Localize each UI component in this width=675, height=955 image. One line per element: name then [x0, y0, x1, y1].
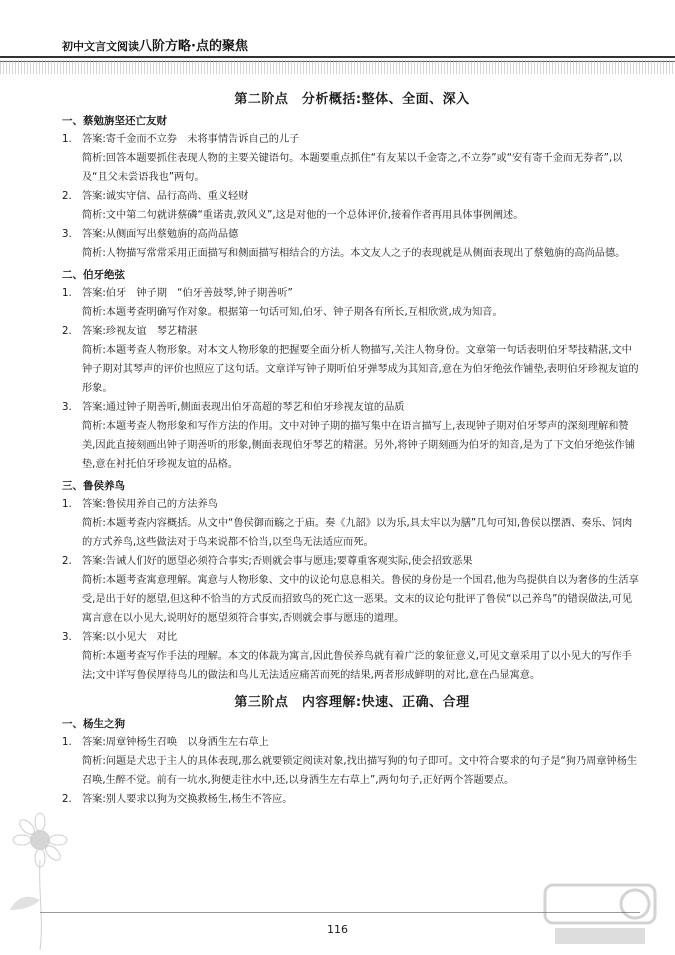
- header-subtitle: 点的聚焦: [195, 39, 248, 54]
- question-item: [62, 733, 642, 790]
- analysis-text: 简析:本题考查人物形象。对本文人物形象的把握要全面分析人物描写,关注人物身份。文章第一句话表明伯牙琴技精湛,文中钟子期对其琴声的评价也照应了这句话。文章详写钟子期听伯牙弹琴成为其知音,意在为伯牙绝弦作铺垫,表明伯牙珍视友谊的形象。: [82, 345, 639, 394]
- analysis-row: [62, 752, 642, 790]
- page-number: 116: [327, 923, 348, 936]
- page-content: [62, 88, 642, 809]
- answer-text: 答案:周章钟杨生召唤 以身洒生左右草上: [82, 737, 269, 748]
- answer-text: 答案:别人要求以狗为交换救杨生,杨生不答应。: [82, 794, 293, 805]
- answer-text: 答案:通过钟子期善听,侧面表现出伯牙高超的琴艺和伯牙珍视友谊的品质: [82, 402, 405, 413]
- stage-three-body: [62, 716, 642, 809]
- analysis-text: 简析:本题考查内容概括。从文中“鲁侯御而觞之于庙。奏《九韶》以为乐,具太牢以为膳”几句可知,鲁侯以摆酒、奏乐、饲肉的方式养鸟,这些做法对于鸟来说都不恰当,以至鸟无法适应而死。: [82, 518, 633, 548]
- answer-text: 答案:以小见大 对比: [82, 632, 178, 643]
- question-number: 2.: [62, 326, 72, 337]
- answer-row: [62, 733, 642, 752]
- question-item: [62, 790, 642, 809]
- question-number: 1.: [62, 288, 72, 299]
- watermark-logo-icon: [540, 880, 660, 950]
- question-item: [62, 322, 642, 398]
- question-number: 1.: [62, 134, 72, 145]
- question-item: [62, 495, 642, 552]
- analysis-text: 简析:本题考查寓意理解。寓意与人物形象、文中的议论句息息相关。鲁侯的身份是一个国君,他为鸟提供自以为奢侈的生活享受,是出于好的愿望,但这种不恰当的方式反而招致鸟的死亡这一恶果。文末的议论句批评了鲁侯“以己养鸟”的错误做法,可见寓言意在以小见大,说明好的愿望须符合事实,否则就会事与愿违的道理。: [82, 575, 639, 624]
- stage-two-body: [62, 113, 642, 685]
- analysis-row: [62, 647, 642, 685]
- question-item: [62, 398, 642, 474]
- header-rule: [0, 56, 675, 58]
- analysis-row: [62, 341, 642, 398]
- answer-row: [62, 398, 642, 417]
- analysis-text: 简析:文中第二句就讲蔡磷“重诺责,敦风义”,这是对他的一个总体评价,接着作者再用具体事例阐述。: [82, 210, 524, 221]
- answer-row: [62, 495, 642, 514]
- analysis-row: [62, 244, 642, 263]
- question-number: 2.: [62, 191, 72, 202]
- answer-row: [62, 187, 642, 206]
- analysis-row: [62, 571, 642, 628]
- analysis-row: [62, 303, 642, 322]
- question-item: [62, 225, 642, 263]
- question-number: 1.: [62, 737, 72, 748]
- question-item: [62, 552, 642, 628]
- analysis-row: [62, 149, 642, 187]
- question-number: 1.: [62, 499, 72, 510]
- question-number: 3.: [62, 402, 72, 413]
- question-number: 3.: [62, 632, 72, 643]
- analysis-row: [62, 417, 642, 474]
- analysis-text: 简析:本题考查明确写作对象。根据第一句话可知,伯牙、钟子期各有所长,互相欣赏,成为知音。: [82, 307, 503, 318]
- section-title: 一、杨生之狗: [62, 718, 125, 730]
- answer-text: 答案:伯牙 钟子期 “伯牙善鼓琴,钟子期善听”: [82, 288, 293, 299]
- answer-text: 答案:珍视友谊 琴艺精湛: [82, 326, 198, 337]
- header-title: [62, 35, 248, 54]
- section-title: 一、蔡勉旃坚还亡友财: [62, 115, 167, 127]
- question-item: [62, 628, 642, 685]
- answer-text: 答案:从侧面写出蔡勉旃的高尚品德: [82, 229, 239, 240]
- analysis-text: 简析:本题考查写作手法的理解。本文的体裁为寓言,因此鲁侯养鸟就有着广泛的象征意义,可见文章采用了以小见大的写作手法;文中详写鲁侯厚待鸟儿的做法和鸟儿无法适应痛苦而死的结果,两者形成鲜明的对比,意在凸显寓意。: [82, 651, 632, 681]
- answer-text: 答案:告诫人们好的愿望必须符合事实;否则就会事与愿违;要尊重客观实际,使会招致恶果: [82, 556, 473, 567]
- stage-two-title: 第二阶点 分析概括:整体、全面、深入: [234, 92, 470, 107]
- header-hatch-band: [0, 60, 675, 74]
- header-book-title: 八阶方略: [139, 39, 192, 54]
- analysis-text: 简析:本题考查人物形象和写作方法的作用。文中对钟子期的描写集中在语言描写上,表现钟子期对伯牙琴声的深刻理解和赞美,因此直接刻画出钟子期善听的形象,侧面表现伯牙琴艺的精湛。另外,将钟子期刻画为伯牙的知音,是为了下文伯牙绝弦作铺垫,意在衬托伯牙珍视友谊的品格。: [82, 421, 635, 470]
- answer-row: [62, 790, 642, 809]
- question-number: 2.: [62, 794, 72, 805]
- answer-row: [62, 225, 642, 244]
- answer-text: 答案:寄千金而不立券 未将事情告诉自己的儿子: [82, 134, 300, 145]
- analysis-text: 简析:回答本题要抓住表现人物的主要关键语句。本题要重点抓住“有友某以千金寄之,不立券”或“安有寄千金而无券者”,以及“且父未尝语我也”两句。: [82, 153, 623, 183]
- header-dot: ·: [191, 39, 196, 54]
- analysis-text: 简析:人物描写常常采用正面描写和侧面描写相结合的方法。本文友人之子的表现就是从侧面表现出了蔡勉旃的高尚品德。: [82, 248, 626, 259]
- stage-three-title: 第三阶点 内容理解:快速、正确、合理: [234, 695, 470, 710]
- header-series: 初中文言文阅读: [62, 40, 139, 53]
- analysis-text: 简析:问题是犬忠于主人的具体表现,那么就要锁定阅读对象,找出描写狗的句子即可。文中符合要求的句子是“狗乃周章钟杨生召唤,生醉不觉。前有一坑水,狗便走往水中,还,以身洒生左右草上”,两句句子,正好两个答题要点。: [82, 756, 638, 786]
- answer-row: [62, 322, 642, 341]
- answer-row: [62, 552, 642, 571]
- question-item: [62, 187, 642, 225]
- page-header: [0, 30, 675, 58]
- answer-text: 答案:诚实守信、品行高尚、重义轻财: [82, 191, 249, 202]
- answer-row: [62, 130, 642, 149]
- question-item: [62, 130, 642, 187]
- answer-row: [62, 284, 642, 303]
- answer-row: [62, 628, 642, 647]
- question-number: 2.: [62, 556, 72, 567]
- analysis-row: [62, 206, 642, 225]
- section-title: 二、伯牙绝弦: [62, 269, 125, 281]
- section-title: 三、鲁侯养鸟: [62, 480, 125, 492]
- question-item: [62, 284, 642, 322]
- answer-text: 答案:鲁侯用养自己的方法养鸟: [82, 499, 218, 510]
- analysis-row: [62, 514, 642, 552]
- question-number: 3.: [62, 229, 72, 240]
